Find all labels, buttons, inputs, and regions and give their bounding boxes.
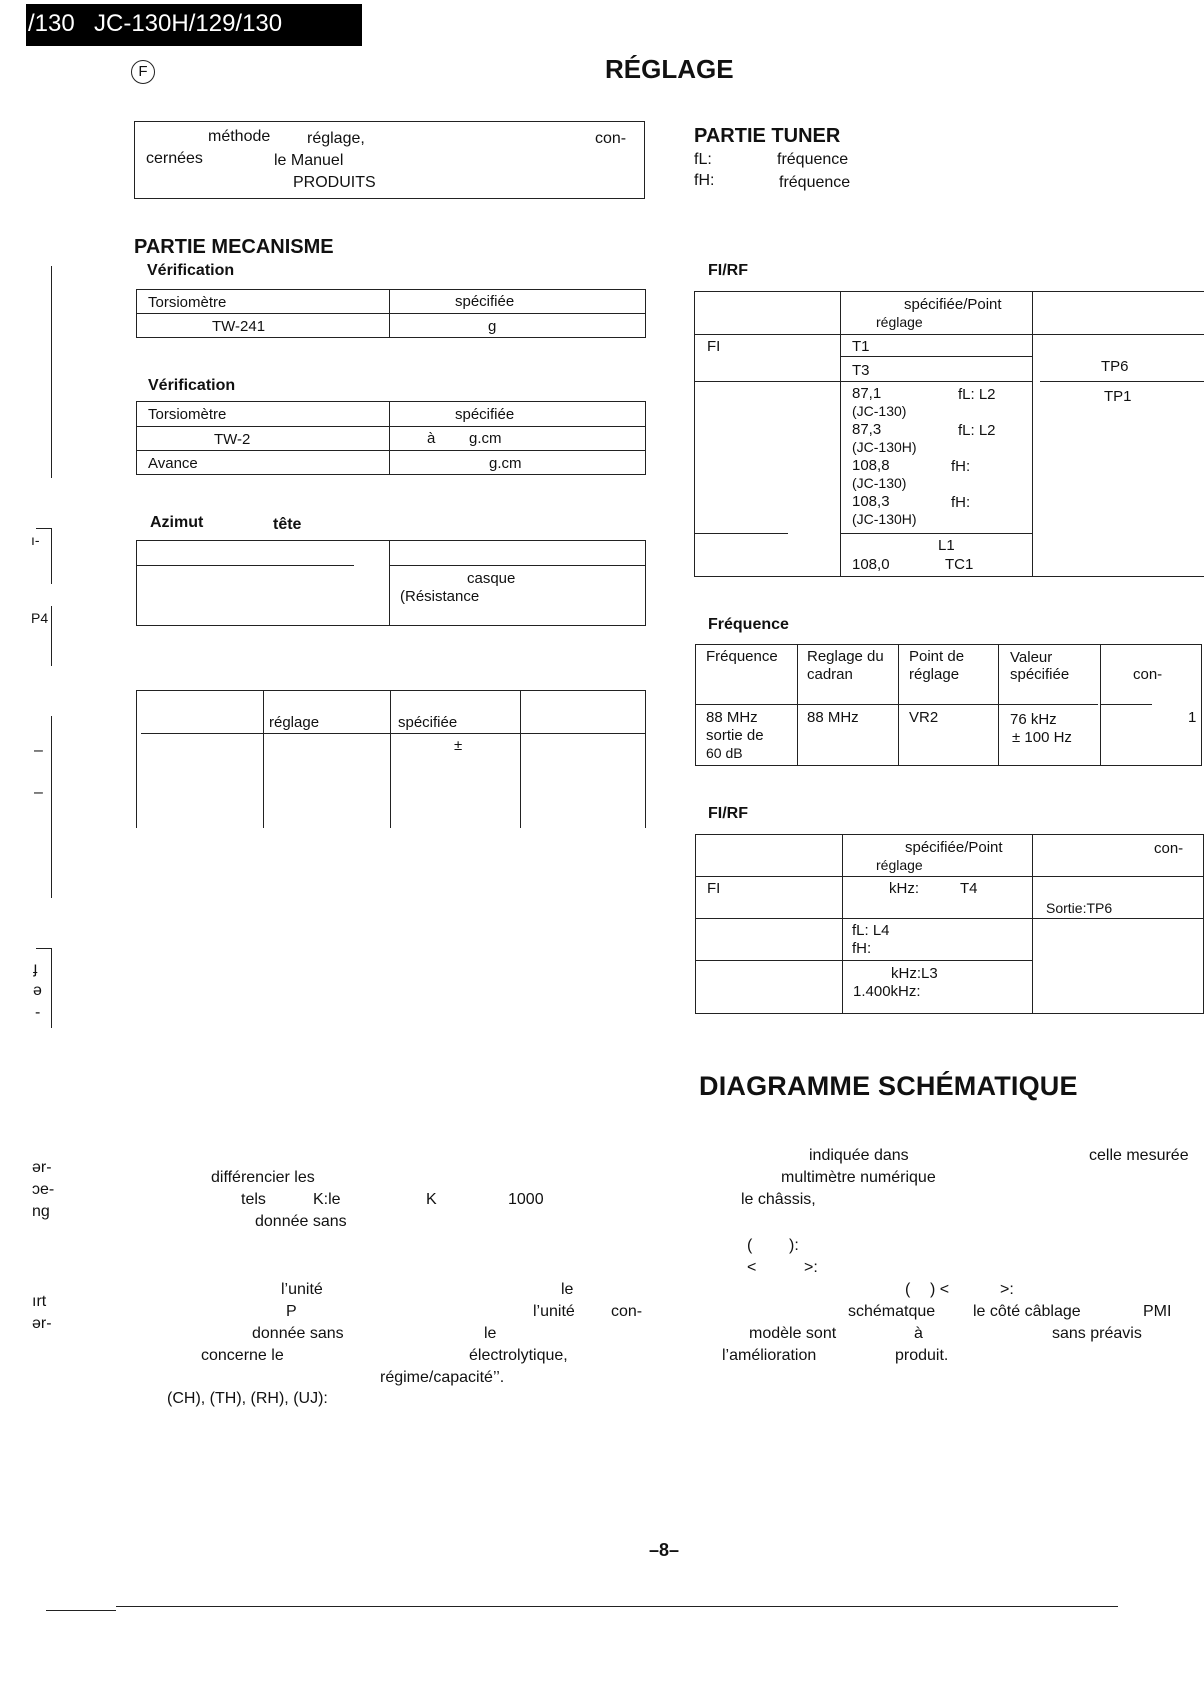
diag-right-d8: schématque [848,1303,936,1320]
note-line1a: méthode [208,128,271,145]
verif2-h1: Torsiomètre [148,406,227,423]
table4-h2: spécifiée [398,714,458,731]
diag-right-d2: ): [789,1237,799,1254]
diag-left-a3: K:le [313,1191,341,1208]
page-number: –8– [649,1540,680,1560]
firf2-head: spécifiée/Point [905,839,1003,856]
diag-right-d9: le côté câblage [973,1303,1081,1320]
diag-right-d14: l’amélioration [722,1347,817,1364]
diag-right-d13: sans préavis [1052,1325,1142,1342]
diag-left-b11: (CH), (TH), (RH), (UJ): [167,1390,328,1407]
diag-left-a6: donnée sans [255,1213,347,1230]
firf1-rf1: fL: L2 [958,386,996,403]
freq-h2b: cadran [807,666,853,683]
diag-right-c1: indiquée dans [809,1147,909,1164]
firf2-1400: 1.400kHz: [853,983,921,1000]
freq-r1b: sortie de [706,727,764,744]
header-model: JC-130H/129/130 [94,10,283,37]
diag-left-b5: con- [611,1303,643,1320]
firf2-khzl3: kHz:L3 [891,965,938,982]
diag-left-a4: K [426,1191,437,1208]
diag-right-d6: ) < [930,1281,950,1298]
language-badge: F [131,60,155,84]
firf1-rf6: 108,8 [852,457,890,474]
firf1-t1: T1 [852,338,870,355]
diag-left-a5: 1000 [508,1191,544,1208]
tuner-fl-text: fréquence [777,151,849,168]
diag-right-d10: PMI [1143,1303,1172,1320]
firf1-rf2: (JC-130) [852,403,907,419]
firf1-1080: 108,0 [852,556,890,573]
footer-rule [116,1606,1118,1607]
note-line2a: cernées [146,150,203,167]
diag-right-d3: < [747,1259,757,1276]
header-left-fragment: /130 [28,10,75,37]
firf1-rf9: 108,3 [852,493,890,510]
firf2-title: FI/RF [708,805,748,822]
diag-right-d11: modèle sont [749,1325,837,1342]
diag-left-b10: régime/capacité’’. [380,1369,505,1386]
freq-h1: Fréquence [706,648,778,665]
note-line2b: le Manuel [274,152,344,169]
margin-diag1: ɔe- [32,1181,55,1198]
firf2-khz: kHz: [889,880,919,897]
diag-left-b8: concerne le [201,1347,284,1364]
freq-r1c: 60 dB [706,745,743,761]
diag-right-d12: à [914,1325,923,1342]
margin-diag2: ng [32,1203,50,1220]
note-line1b: réglage, [307,130,365,147]
firf2-fi: FI [707,880,721,897]
diag-right-c3: multimètre numérique [781,1169,936,1186]
verif2-r2a: à [427,430,436,447]
freq-title: Fréquence [708,616,789,633]
firf2-table [695,834,1204,1014]
verif1-h1: Torsiomètre [148,294,227,311]
firf1-rf10: fH: [951,494,971,511]
diag-left-a2: tels [241,1191,266,1208]
diag-right-c4: le châssis, [741,1191,816,1208]
margin-diag4: ər- [32,1315,52,1332]
verif1-r2: g [488,318,497,335]
firf2-fl4: fL: L4 [852,922,890,939]
verif1-h2: spécifiée [455,293,515,310]
firf1-rf7: fH: [951,458,971,475]
table4 [136,690,646,828]
note-line1c: con- [595,130,627,147]
azimut-c1: casque [467,570,516,587]
margin-m2: P4 [31,610,49,626]
tuner-fh-label: fH: [694,172,715,189]
firf1-rf5: (JC-130H) [852,439,917,455]
verif1-r1: TW-241 [212,318,266,335]
freq-h5: con- [1133,666,1163,683]
freq-r2: 88 MHz [807,709,859,726]
freq-h4a: Valeur [1010,649,1053,666]
firf1-fi: FI [707,338,721,355]
firf1-tc1: TC1 [945,556,974,573]
diag-left-b9: électrolytique, [469,1347,568,1364]
diag-left-b1: l’unité [281,1281,323,1298]
firf1-l1: L1 [938,537,955,554]
margin-m4: – [34,784,43,801]
verif2-title: Vérification [148,377,236,394]
freq-r3: VR2 [909,709,939,726]
verif2-r3a: Avance [148,455,198,472]
firf2-t4: T4 [960,880,978,897]
firf1-title: FI/RF [708,262,748,279]
tuner-heading: PARTIE TUNER [694,125,841,147]
freq-r1a: 88 MHz [706,709,758,726]
azimut-title-b: tête [273,516,302,533]
freq-r4a: 76 kHz [1010,711,1057,728]
firf1-tp1: TP1 [1104,388,1132,405]
margin-m5: ɟ [33,960,38,977]
verif1-title: Vérification [147,262,235,279]
mecanisme-heading: PARTIE MECANISME [134,236,334,258]
azimut-title-a: Azimut [150,514,204,531]
margin-m1: ı- [31,532,40,548]
footer-rule-short [46,1610,116,1611]
firf2-sortie: Sortie:TP6 [1046,900,1113,916]
diag-left-b2: le [561,1281,574,1298]
diag-left-a1: différencier les [211,1169,315,1186]
diag-left-b7: le [484,1325,497,1342]
verif2-r1: TW-2 [214,431,251,448]
firf1-t3: T3 [852,362,870,379]
margin-m6: ə [33,982,42,999]
diag-right-d4: >: [804,1259,818,1276]
azimut-table [136,540,646,626]
firf1-rf8: (JC-130) [852,475,907,491]
page-title: RÉGLAGE [605,54,734,84]
firf1-rf3: 87,3 [852,421,882,438]
firf1-rf11: (JC-130H) [852,511,917,527]
freq-h3b: réglage [909,666,960,683]
note-line3: PRODUITS [293,174,376,191]
azimut-c2: (Résistance [400,588,480,605]
freq-r5: 1 [1188,709,1197,726]
firf1-tp6: TP6 [1101,358,1129,375]
firf2-head2: réglage [876,857,923,873]
firf1-head2: réglage [876,314,923,330]
margin-diag0: ər- [32,1159,52,1176]
verif2-r2b: g.cm [469,430,502,447]
verif2-r3b: g.cm [489,455,522,472]
diag-right-d7: >: [1000,1281,1014,1298]
diag-left-b3: P [286,1303,297,1320]
diagramme-heading: DIAGRAMME SCHÉMATIQUE [699,1071,1078,1101]
diag-left-b6: donnée sans [252,1325,344,1342]
tuner-fl-label: fL: [694,151,712,168]
table4-pm: ± [454,737,463,754]
diag-left-b4: l’unité [533,1303,575,1320]
firf2-con: con- [1154,840,1184,857]
verif2-h2: spécifiée [455,406,515,423]
firf1-rf4: fL: L2 [958,422,996,439]
freq-h3a: Point de [909,648,965,665]
firf2-fh: fH: [852,940,872,957]
table4-h1: réglage [269,714,320,731]
diag-right-d1: ( [747,1237,753,1254]
diag-right-c2: celle mesurée [1089,1147,1189,1164]
diag-right-d15: produit. [895,1347,949,1364]
firf1-head: spécifiée/Point [904,296,1002,313]
margin-m3: – [34,742,43,759]
freq-h2a: Reglage du [807,648,884,665]
margin-diag3: ırt [32,1293,47,1310]
freq-h4b: spécifiée [1010,666,1070,683]
firf1-rf0: 87,1 [852,385,882,402]
tuner-fh-text: fréquence [779,174,851,191]
freq-r4b: ± 100 Hz [1012,729,1072,746]
diag-right-d5: ( [905,1281,911,1298]
margin-m7: - [35,1004,41,1021]
